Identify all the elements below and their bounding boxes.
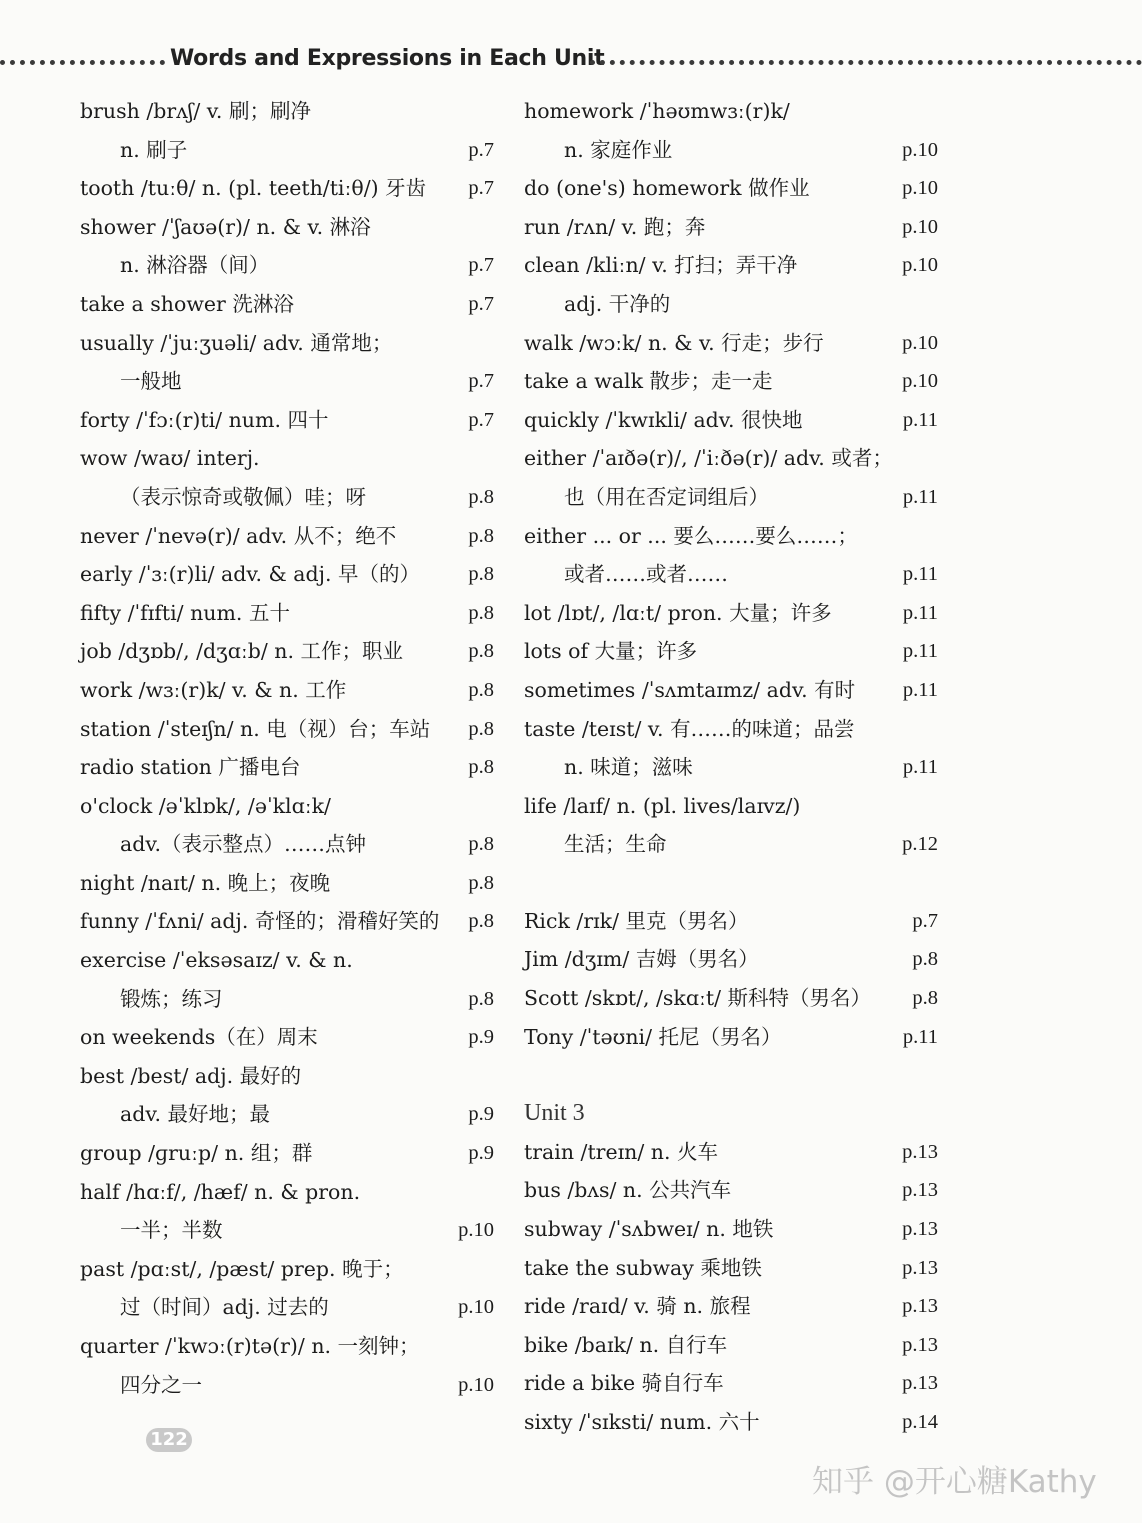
entry-text: Tony /ˈtəʊni/ 托尼（男名）: [524, 1024, 782, 1049]
entry-page: p.9: [468, 1103, 494, 1126]
entry-text: ride a bike 骑自行车: [524, 1371, 724, 1396]
entry-text: on weekends（在）周末: [80, 1025, 318, 1050]
vocab-entry: [80, 902, 500, 941]
entry-page: p.13: [902, 1256, 938, 1279]
unit-heading-text: Unit 3: [524, 1100, 585, 1127]
entry-text: take the subway 乘地铁: [524, 1255, 762, 1280]
entry-text: ride /raɪd/ v. 骑 n. 旅程: [524, 1294, 751, 1319]
vocab-entry: [524, 748, 944, 787]
entry-page: p.11: [902, 640, 938, 663]
entry-text: tooth /tuːθ/ n. (pl. teeth/tiːθ/) 牙齿: [80, 176, 427, 201]
entry-page: p.11: [902, 756, 938, 779]
vocab-entry: [524, 594, 944, 633]
entry-text: lot /lɒt/, /lɑːt/ pron. 大量；许多: [524, 600, 832, 625]
entry-text: 锻炼；练习: [120, 986, 223, 1011]
entry-text: taste /teɪst/ v. 有……的味道；品尝: [524, 716, 855, 741]
entry-page: p.11: [902, 1025, 938, 1048]
vocab-entry: [524, 1210, 944, 1249]
vocab-entry: [524, 1326, 944, 1365]
entry-page: p.11: [902, 408, 938, 431]
entry-text: usually /ˈjuːʒuəli/ adv. 通常地；: [80, 330, 393, 355]
vocab-entry: [524, 362, 944, 401]
entry-text: train /treɪn/ n. 火车: [524, 1139, 719, 1164]
entry-text: life /laɪf/ n. (pl. lives/laɪvz/): [524, 793, 801, 818]
entry-page: p.13: [902, 1140, 938, 1163]
entry-page: p.8: [468, 871, 494, 894]
section-gap: [524, 864, 944, 902]
entry-text: clean /kliːn/ v. 打扫；弄干净: [524, 253, 798, 278]
page-number: 122: [146, 1428, 192, 1452]
entry-text: n. 家庭作业: [564, 137, 673, 162]
entry-text: take a walk 散步；走一走: [524, 369, 773, 394]
vocab-entry: [80, 632, 500, 671]
entry-page: p.13: [902, 1179, 938, 1202]
vocab-entry: [524, 979, 944, 1018]
vocab-entry: [524, 1403, 944, 1442]
vocab-entry: [524, 478, 944, 517]
entry-text: wow /waʊ/ interj.: [80, 446, 260, 471]
entry-text: quarter /ˈkwɔː(r)tə(r)/ n. 一刻钟；: [80, 1334, 420, 1358]
entry-page: p.8: [468, 987, 494, 1010]
entry-page: p.7: [468, 370, 494, 393]
entry-text: either /ˈaɪðə(r)/, /ˈiːðə(r)/ adv. 或者；: [524, 446, 893, 471]
vocab-entry: [80, 92, 500, 131]
entry-page: p.7: [468, 177, 494, 200]
entry-page: p.10: [902, 331, 938, 354]
vocab-entry: [524, 246, 944, 285]
entry-text: subway /ˈsʌbweɪ/ n. 地铁: [524, 1217, 774, 1242]
entry-text: Jim /dʒɪm/ 吉姆（男名）: [524, 947, 759, 972]
entry-text: night /naɪt/ n. 晚上；夜晚: [80, 870, 331, 895]
vocab-entry: [80, 555, 500, 594]
entry-text: bike /baɪk/ n. 自行车: [524, 1332, 728, 1357]
entry-text: o'clock /əˈklɒk/, /əˈklɑːk/: [80, 793, 331, 818]
vocab-entry: [524, 940, 944, 979]
header-title: Words and Expressions in Each Unit: [170, 46, 605, 71]
vocab-entry: [80, 1250, 500, 1289]
entry-page: p.8: [912, 948, 938, 971]
entry-text: do (one's) homework 做作业: [524, 176, 810, 201]
entry-page: p.13: [902, 1333, 938, 1356]
entry-text: 或者……或者……: [564, 562, 728, 587]
entry-page: p.8: [468, 756, 494, 779]
vocab-entry: [80, 1134, 500, 1173]
vocab-entry: [80, 439, 500, 478]
entry-text: radio station 广播电台: [80, 755, 301, 780]
entry-text: Scott /skɒt/, /skɑːt/ 斯科特（男名）: [524, 986, 872, 1011]
vocab-entry: [524, 1171, 944, 1210]
entry-text: quickly /ˈkwɪkli/ adv. 很快地: [524, 407, 803, 432]
entry-page: p.8: [468, 524, 494, 547]
entry-text: past /pɑːst/, /pæst/ prep. 晚于；: [80, 1256, 404, 1281]
entry-page: p.10: [902, 254, 938, 277]
vocab-entry: [524, 517, 944, 556]
vocab-entry: [524, 285, 944, 324]
vocab-entry: [80, 208, 500, 247]
entry-page: p.9: [468, 1142, 494, 1165]
entry-page: p.10: [902, 370, 938, 393]
vocab-entry: [524, 92, 944, 131]
entry-page: p.10: [458, 1296, 494, 1319]
section-gap: [524, 1056, 944, 1094]
entry-text: n. 味道；滋味: [564, 755, 693, 780]
vocab-entry: [524, 1133, 944, 1172]
vocab-entry: [80, 517, 500, 556]
entry-text: never /ˈnevə(r)/ adv. 从不；绝不: [80, 523, 397, 548]
vocab-entry: [80, 671, 500, 710]
entry-page: p.8: [468, 640, 494, 663]
entry-text: fifty /ˈfɪfti/ num. 五十: [80, 600, 290, 625]
entry-text: 一半；半数: [120, 1218, 223, 1243]
entry-text: homework /ˈhəʊmwɜː(r)k/: [524, 99, 790, 123]
vocab-entry: [524, 1364, 944, 1403]
entry-text: bus /bʌs/ n. 公共汽车: [524, 1178, 732, 1203]
entry-text: 一般地: [120, 369, 182, 394]
vocab-entry: [80, 941, 500, 980]
entry-page: p.13: [902, 1295, 938, 1318]
entry-text: group /ɡruːp/ n. 组；群: [80, 1141, 313, 1166]
vocab-entry: [80, 1288, 500, 1327]
entry-text: sometimes /ˈsʌmtaɪmz/ adv. 有时: [524, 677, 856, 702]
entry-text: 生活；生命: [564, 832, 667, 857]
entry-page: p.8: [912, 987, 938, 1010]
entry-text: adv.（表示整点）……点钟: [120, 832, 367, 857]
entry-text: brush /brʌʃ/ v. 刷；刷净: [80, 99, 311, 123]
entry-page: p.14: [902, 1411, 938, 1433]
entry-page: p.10: [902, 138, 938, 161]
vocab-entry: [80, 401, 500, 440]
entry-text: station /ˈsteɪʃn/ n. 电（视）台；车站: [80, 716, 431, 741]
entry-page: p.11: [902, 563, 938, 586]
entry-text: half /hɑːf/, /hæf/ n. & pron.: [80, 1179, 361, 1204]
entry-text: （表示惊奇或敬佩）哇；呀: [120, 484, 366, 509]
vocab-entry: [80, 864, 500, 903]
vocab-entry: [80, 169, 500, 208]
entry-text: either ... or ... 要么……要么……；: [524, 523, 858, 548]
vocab-entry: [80, 748, 500, 787]
entry-page: p.7: [468, 408, 494, 431]
right-column: [524, 92, 944, 1442]
entry-page: p.12: [902, 833, 938, 856]
entry-page: p.8: [468, 563, 494, 586]
entry-text: job /dʒɒb/, /dʒɑːb/ n. 工作；职业: [80, 639, 404, 664]
vocab-entry: [80, 825, 500, 864]
vocab-entry: [80, 1173, 500, 1212]
vocab-entry: [80, 787, 500, 826]
vocab-entry: [524, 131, 944, 170]
vocab-entry: [80, 980, 500, 1019]
vocab-entry: [524, 902, 944, 941]
entry-text: n. 刷子: [120, 137, 188, 162]
vocab-entry: [524, 671, 944, 710]
entry-page: p.9: [468, 1026, 494, 1049]
entry-text: early /ˈɜː(r)li/ adv. & adj. 早（的）: [80, 562, 421, 587]
vocab-entry: [524, 710, 944, 749]
entry-page: p.11: [902, 485, 938, 508]
page-header: [0, 44, 1142, 78]
entry-text: take a shower 洗淋浴: [80, 291, 294, 316]
entry-text: best /best/ adj. 最好的: [80, 1063, 302, 1088]
vocab-entry: [80, 1018, 500, 1057]
entry-page: p.10: [458, 1219, 494, 1242]
entry-text: lots of 大量；许多: [524, 639, 698, 664]
vocab-entry: [524, 825, 944, 864]
vocab-entry: [524, 632, 944, 671]
entry-text: adv. 最好地；最: [120, 1102, 271, 1127]
entry-text: funny /ˈfʌni/ adj. 奇怪的；滑稽好笑的: [80, 909, 440, 934]
entry-page: p.10: [902, 215, 938, 238]
unit-heading: [524, 1094, 944, 1133]
vocab-entry: [524, 169, 944, 208]
entry-page: p.13: [902, 1372, 938, 1395]
entry-text: shower /ˈʃaʊə(r)/ n. & v. 淋浴: [80, 214, 371, 239]
vocab-entry: [524, 787, 944, 826]
vocab-entry: [80, 1095, 500, 1134]
entry-page: p.8: [468, 485, 494, 508]
vocab-entry: [524, 1287, 944, 1326]
watermark: 知乎 @开心糖Kathy: [812, 1464, 1097, 1500]
vocab-entry: [524, 555, 944, 594]
vocab-entry: [80, 594, 500, 633]
entry-page: p.8: [468, 678, 494, 701]
vocab-entry: [80, 362, 500, 401]
entry-text: work /wɜː(r)k/ v. & n. 工作: [80, 677, 347, 702]
entry-text: exercise /ˈeksəsaɪz/ v. & n.: [80, 948, 353, 973]
vocab-entry: [80, 1057, 500, 1096]
vocab-entry: [80, 710, 500, 749]
left-column: [80, 92, 500, 1404]
vocab-entry: [524, 1018, 944, 1057]
vocab-entry: [80, 246, 500, 285]
entry-page: p.13: [902, 1218, 938, 1241]
vocab-entry: [80, 324, 500, 363]
vocab-entry: [80, 1211, 500, 1250]
vocab-entry: [524, 401, 944, 440]
vocab-entry: [524, 208, 944, 247]
entry-page: p.8: [468, 601, 494, 624]
entry-page: p.7: [912, 909, 938, 932]
entry-text: 也（用在否定词组后）: [564, 484, 769, 509]
entry-page: p.8: [468, 833, 494, 856]
entry-text: 四分之一: [120, 1372, 202, 1397]
entry-page: p.11: [902, 601, 938, 624]
vocab-entry: [80, 1327, 500, 1366]
entry-text: walk /wɔːk/ n. & v. 行走；步行: [524, 330, 824, 355]
entry-text: forty /ˈfɔː(r)ti/ num. 四十: [80, 407, 329, 432]
entry-page: p.8: [468, 910, 494, 933]
entry-text: n. 淋浴器（间）: [120, 253, 270, 278]
entry-page: p.10: [902, 177, 938, 200]
vocab-entry: [80, 1366, 500, 1405]
vocab-entry: [524, 1249, 944, 1288]
vocab-entry: [80, 131, 500, 170]
entry-text: sixty /ˈsɪksti/ num. 六十: [524, 1410, 760, 1434]
entry-page: p.7: [468, 292, 494, 315]
entry-page: p.10: [458, 1373, 494, 1396]
vocab-entry: [80, 478, 500, 517]
vocab-entry: [524, 439, 944, 478]
entry-text: 过（时间）adj. 过去的: [120, 1295, 329, 1320]
entry-page: p.7: [468, 254, 494, 277]
entry-text: run /rʌn/ v. 跑；奔: [524, 214, 706, 239]
header-dots-right: [590, 60, 1142, 65]
vocab-entry: [524, 324, 944, 363]
entry-text: Rick /rɪk/ 里克（男名）: [524, 908, 749, 933]
entry-page: p.11: [902, 678, 938, 701]
vocab-entry: [80, 285, 500, 324]
entry-page: p.8: [468, 717, 494, 740]
header-dots-left: [0, 60, 165, 65]
entry-text: adj. 干净的: [564, 291, 671, 316]
entry-page: p.7: [468, 138, 494, 161]
